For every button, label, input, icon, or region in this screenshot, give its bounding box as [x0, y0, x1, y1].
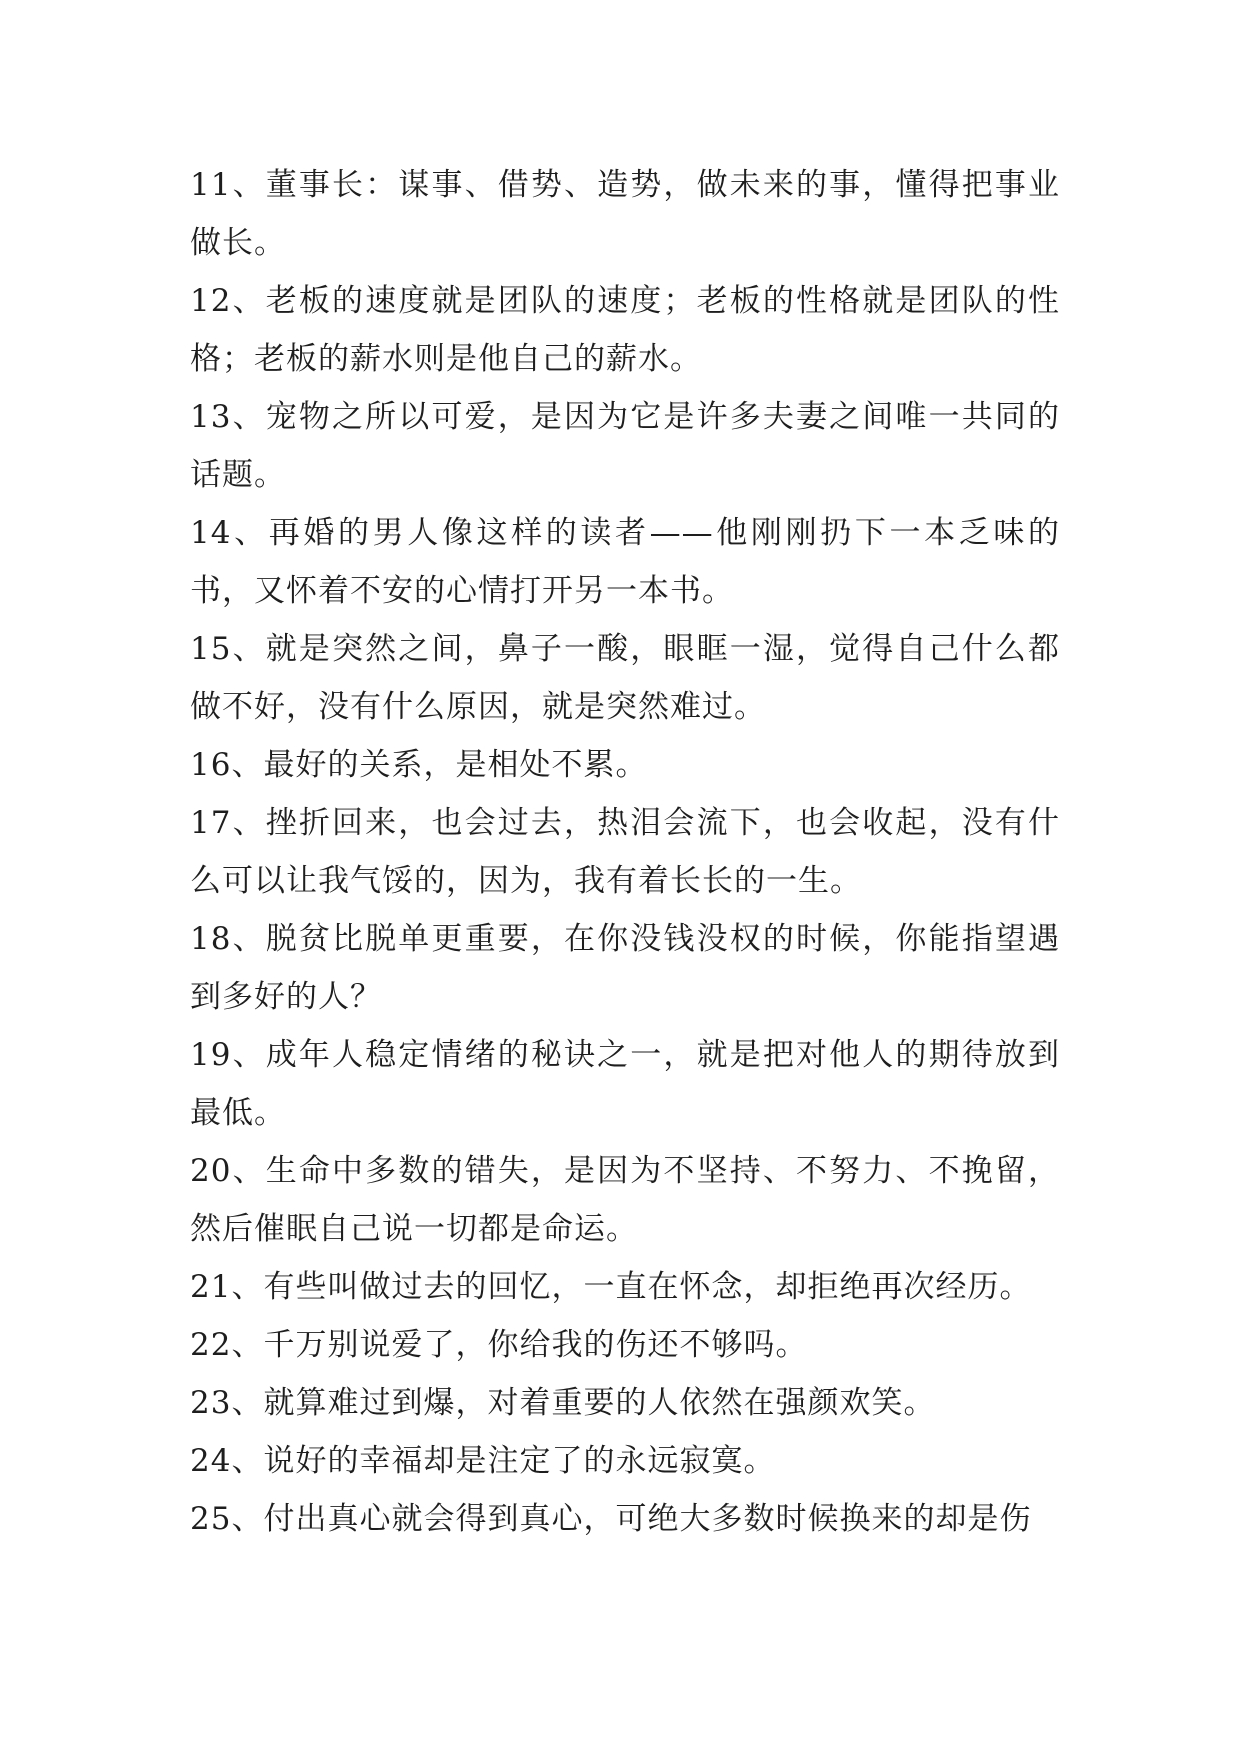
list-item: 21、有些叫做过去的回忆，一直在怀念，却拒绝再次经历。 — [190, 1269, 1032, 1305]
list-item: 20、生命中多数的错失，是因为不坚持、不努力、不挽留，然后催眠自己说一切都是命运。 — [190, 1153, 1060, 1247]
list-item: 16、最好的关系，是相处不累。 — [190, 747, 648, 783]
list-item: 17、挫折回来，也会过去，热泪会流下，也会收起，没有什么可以让我气馁的，因为，我有着长长的一生。 — [190, 805, 1060, 899]
list-item: 13、宠物之所以可爱，是因为它是许多夫妻之间唯一共同的话题。 — [190, 399, 1060, 493]
list-item: 25、付出真心就会得到真心，可绝大多数时候换来的却是伤 — [190, 1501, 1032, 1537]
list-item: 22、千万别说爱了，你给我的伤还不够吗。 — [190, 1327, 808, 1363]
document-body — [190, 156, 1060, 1548]
list-item: 19、成年人稳定情绪的秘诀之一，就是把对他人的期待放到最低。 — [190, 1037, 1060, 1131]
list-item: 12、老板的速度就是团队的速度；老板的性格就是团队的性格；老板的薪水则是他自己的薪水。 — [190, 283, 1060, 377]
list-item: 11、董事长：谋事、借势、造势，做未来的事，懂得把事业做长。 — [190, 167, 1060, 261]
list-item: 23、就算难过到爆，对着重要的人依然在强颜欢笑。 — [190, 1385, 936, 1421]
list-item: 14、再婚的男人像这样的读者——他刚刚扔下一本乏味的书，又怀着不安的心情打开另一本书。 — [190, 515, 1060, 609]
list-item: 24、说好的幸福却是注定了的永远寂寞。 — [190, 1443, 776, 1479]
list-item: 18、脱贫比脱单更重要，在你没钱没权的时候，你能指望遇到多好的人？ — [190, 921, 1060, 1015]
list-item: 15、就是突然之间，鼻子一酸，眼眶一湿，觉得自己什么都做不好，没有什么原因，就是突然难过。 — [190, 631, 1060, 725]
